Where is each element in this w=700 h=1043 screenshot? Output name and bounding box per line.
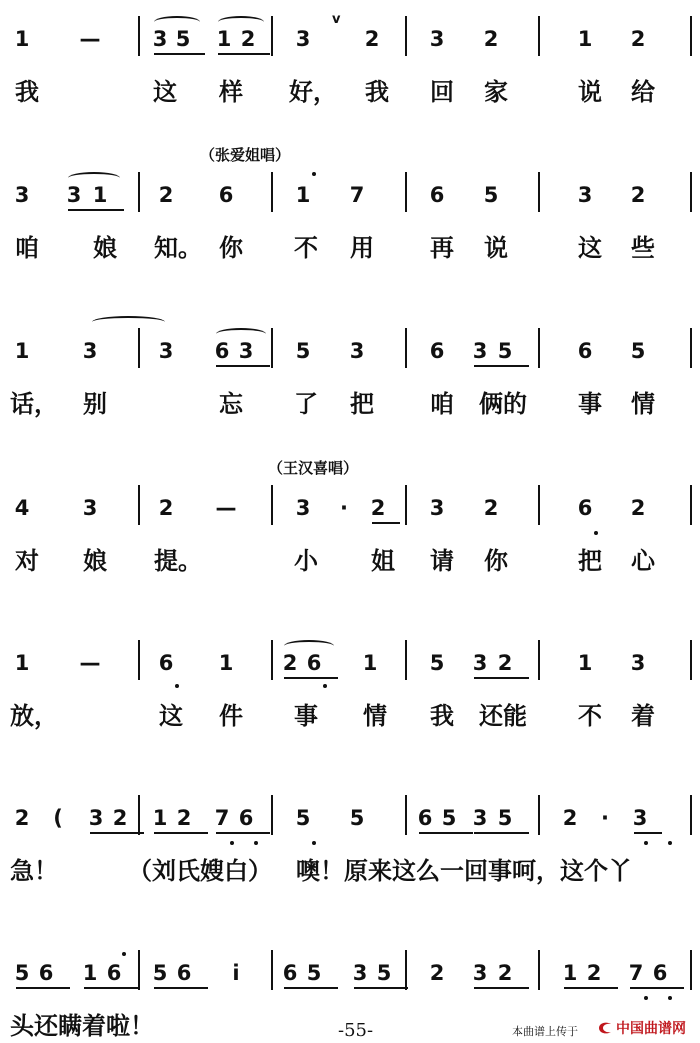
slur <box>68 172 120 184</box>
note: 1 <box>218 651 234 675</box>
note: ( <box>53 806 63 830</box>
barline <box>138 328 140 368</box>
lyric: 这 <box>578 234 602 262</box>
barline <box>271 640 273 680</box>
beam-underline <box>154 832 208 834</box>
note: 6 <box>214 339 230 363</box>
octave-dot <box>668 996 672 1000</box>
note: 5 <box>152 961 168 985</box>
lyric: 放， <box>10 702 58 730</box>
lyric: 情 <box>363 702 387 730</box>
note: 6 <box>158 651 174 675</box>
page-number: -55- <box>338 1020 374 1041</box>
lyric: 事 <box>294 702 318 730</box>
notation-line <box>0 795 700 835</box>
beam-underline <box>564 987 618 989</box>
note: 6 <box>176 961 192 985</box>
lyric: 心 <box>631 547 655 575</box>
barline <box>271 485 273 525</box>
note: 5 <box>295 806 311 830</box>
note: 2 <box>112 806 128 830</box>
lyric: 些 <box>631 234 655 262</box>
note: 2 <box>176 806 192 830</box>
barline <box>405 640 407 680</box>
barline <box>405 485 407 525</box>
note: 1 <box>152 806 168 830</box>
note: 3 <box>82 496 98 520</box>
lyric: 了 <box>294 390 318 418</box>
barline <box>690 795 692 835</box>
upload-source-text: 本曲谱上传于 <box>512 1025 578 1038</box>
notation-line <box>0 950 700 990</box>
note: 2 <box>364 27 380 51</box>
note: 3 <box>295 496 311 520</box>
note: 3 <box>14 183 30 207</box>
note: 3 <box>472 961 488 985</box>
breath-mark: v <box>332 12 341 27</box>
lyric: 别 <box>83 390 107 418</box>
note: 6 <box>38 961 54 985</box>
barline <box>405 795 407 835</box>
beam-underline <box>84 987 138 989</box>
lyric: 我 <box>15 78 39 106</box>
note: 1 <box>577 27 593 51</box>
lyric: 把 <box>578 547 602 575</box>
note: 5 <box>483 183 499 207</box>
note: 1 <box>14 339 30 363</box>
barline <box>405 328 407 368</box>
beam-underline <box>16 987 70 989</box>
slur <box>92 316 165 328</box>
barline <box>690 328 692 368</box>
lyric: 说 <box>578 78 602 106</box>
barline <box>138 950 140 990</box>
note: 6 <box>282 961 298 985</box>
beam-underline <box>154 53 205 55</box>
note: 3 <box>632 806 648 830</box>
barline <box>271 172 273 212</box>
barline <box>405 172 407 212</box>
note: 1 <box>577 651 593 675</box>
barline <box>690 172 692 212</box>
lyric: 噢！原来这么一回事呵，这个丫 <box>296 857 632 885</box>
lyric: 娘 <box>93 234 117 262</box>
notation-line <box>0 12 700 56</box>
barline <box>271 16 273 56</box>
note: 6 <box>577 339 593 363</box>
note: 1 <box>362 651 378 675</box>
lyric: 这 <box>159 702 183 730</box>
lyric: 你 <box>484 547 508 575</box>
note: 1 <box>14 651 30 675</box>
lyric: 着 <box>631 702 655 730</box>
barline <box>690 640 692 680</box>
lyric: 我 <box>430 702 454 730</box>
notation-line <box>0 328 700 368</box>
barline <box>690 950 692 990</box>
notation-line <box>0 172 700 212</box>
note: 2 <box>282 651 298 675</box>
note: 2 <box>483 496 499 520</box>
octave-dot <box>254 841 258 845</box>
beam-underline <box>474 677 529 679</box>
note: 5 <box>497 339 513 363</box>
lyric: 提。 <box>154 547 202 575</box>
barline <box>138 16 140 56</box>
barline <box>138 795 140 835</box>
barline <box>271 950 273 990</box>
octave-dot <box>594 531 598 535</box>
slur <box>218 16 264 28</box>
octave-dot <box>668 841 672 845</box>
beam-underline <box>68 209 124 211</box>
lyric: 请 <box>430 547 454 575</box>
lyric: 再 <box>430 234 454 262</box>
lyric: 我 <box>365 78 389 106</box>
note: 2 <box>158 496 174 520</box>
lyric: 这 <box>153 78 177 106</box>
lyric: 不 <box>294 234 318 262</box>
octave-dot <box>175 684 179 688</box>
brand-logo-icon <box>596 1020 614 1036</box>
octave-dot <box>230 841 234 845</box>
barline <box>538 795 540 835</box>
beam-underline <box>284 677 338 679</box>
lyric: 头还瞒着啦！ <box>10 1012 154 1040</box>
note: 3 <box>429 496 445 520</box>
beam-underline <box>372 522 400 524</box>
note: 3 <box>352 961 368 985</box>
note: 6 <box>417 806 433 830</box>
beam-underline <box>284 987 338 989</box>
note: 1 <box>82 961 98 985</box>
lyric: 用 <box>350 234 374 262</box>
lyric: 娘 <box>83 547 107 575</box>
lyric: 咱 <box>430 390 454 418</box>
note: 2 <box>586 961 602 985</box>
note: 6 <box>429 339 445 363</box>
lyric: 忘 <box>219 390 243 418</box>
brand-name[interactable]: 中国曲谱网 <box>616 1021 686 1037</box>
note: 2 <box>240 27 256 51</box>
note: — <box>79 27 101 51</box>
note: 6 <box>218 183 234 207</box>
note: 2 <box>562 806 578 830</box>
note: — <box>79 651 101 675</box>
note: 5 <box>441 806 457 830</box>
note: 3 <box>472 651 488 675</box>
beam-underline <box>474 365 529 367</box>
note: 7 <box>349 183 365 207</box>
barline <box>538 640 540 680</box>
note: 5 <box>306 961 322 985</box>
note: 6 <box>238 806 254 830</box>
note: 2 <box>429 961 445 985</box>
note: 5 <box>630 339 646 363</box>
lyric: 俩的 <box>479 390 527 418</box>
beam-underline <box>630 987 684 989</box>
note: 5 <box>497 806 513 830</box>
barline <box>271 328 273 368</box>
beam-underline <box>474 987 529 989</box>
lyric: 好， <box>289 78 337 106</box>
note: 2 <box>483 27 499 51</box>
lyric: 给 <box>631 78 655 106</box>
barline <box>690 485 692 525</box>
note: 3 <box>82 339 98 363</box>
note: i <box>232 961 240 985</box>
lyric: 情 <box>631 390 655 418</box>
beam-underline <box>154 987 208 989</box>
barline <box>138 172 140 212</box>
barline <box>271 795 273 835</box>
lyric: 知。 <box>154 234 202 262</box>
lyric: 话， <box>10 390 58 418</box>
note: 7 <box>628 961 644 985</box>
lyric: 姐 <box>371 547 395 575</box>
note: 6 <box>306 651 322 675</box>
note: 5 <box>349 806 365 830</box>
note: · <box>601 806 609 830</box>
barline <box>538 328 540 368</box>
lyric: 对 <box>15 547 39 575</box>
note: 2 <box>630 496 646 520</box>
slur <box>284 640 334 652</box>
note: 3 <box>88 806 104 830</box>
note: 1 <box>562 961 578 985</box>
note: 5 <box>429 651 445 675</box>
note: 3 <box>577 183 593 207</box>
note: 3 <box>349 339 365 363</box>
barline <box>138 640 140 680</box>
lyric: 你 <box>219 234 243 262</box>
barline <box>138 485 140 525</box>
octave-dot <box>323 684 327 688</box>
beam-underline <box>354 987 408 989</box>
beam-underline <box>90 832 144 834</box>
note: 6 <box>652 961 668 985</box>
lyric: （刘氏嫂白） <box>128 857 272 885</box>
note: 3 <box>238 339 254 363</box>
lyric: 家 <box>484 78 508 106</box>
note: 3 <box>152 27 168 51</box>
barline <box>405 950 407 990</box>
note: 6 <box>429 183 445 207</box>
lyric: 咱 <box>15 234 39 262</box>
note: 1 <box>14 27 30 51</box>
octave-dot <box>312 841 316 845</box>
octave-dot <box>312 172 316 176</box>
barline <box>538 485 540 525</box>
beam-underline <box>216 832 270 834</box>
note: 5 <box>175 27 191 51</box>
note: 2 <box>630 183 646 207</box>
lyric: 把 <box>350 390 374 418</box>
octave-dot <box>644 841 648 845</box>
notation-line <box>0 640 700 680</box>
note: 2 <box>158 183 174 207</box>
singer-label: （张爱姐唱） <box>200 146 291 164</box>
note: 5 <box>295 339 311 363</box>
note: 5 <box>14 961 30 985</box>
singer-label: （王汉喜唱） <box>268 459 359 477</box>
lyric: 急！ <box>10 857 58 885</box>
note: 4 <box>14 496 30 520</box>
note: 6 <box>577 496 593 520</box>
note: 3 <box>630 651 646 675</box>
barline <box>405 16 407 56</box>
note: 2 <box>14 806 30 830</box>
lyric: 事 <box>578 390 602 418</box>
note: 7 <box>214 806 230 830</box>
note: — <box>215 496 237 520</box>
note: 3 <box>472 806 488 830</box>
note: 2 <box>630 27 646 51</box>
beam-underline <box>419 832 473 834</box>
note: 1 <box>92 183 108 207</box>
lyric: 不 <box>578 702 602 730</box>
lyric: 件 <box>219 702 243 730</box>
barline <box>690 16 692 56</box>
beam-underline <box>634 832 662 834</box>
lyric: 说 <box>484 234 508 262</box>
note: 3 <box>429 27 445 51</box>
barline <box>538 172 540 212</box>
note: 2 <box>370 496 386 520</box>
slur <box>216 328 266 340</box>
note: 3 <box>472 339 488 363</box>
note: 3 <box>66 183 82 207</box>
barline <box>538 950 540 990</box>
beam-underline <box>474 832 529 834</box>
lyric: 回 <box>430 78 454 106</box>
lyric: 样 <box>219 78 243 106</box>
slur <box>154 16 200 28</box>
lyric: 还能 <box>479 702 527 730</box>
note: · <box>340 496 348 520</box>
note: 2 <box>497 961 513 985</box>
barline <box>538 16 540 56</box>
note: 3 <box>295 27 311 51</box>
beam-underline <box>216 365 270 367</box>
beam-underline <box>218 53 270 55</box>
lyric: 小 <box>294 547 318 575</box>
note: 3 <box>158 339 174 363</box>
octave-dot <box>122 952 126 956</box>
note: 6 <box>106 961 122 985</box>
octave-dot <box>644 996 648 1000</box>
note: 5 <box>376 961 392 985</box>
note: 2 <box>497 651 513 675</box>
note: 1 <box>295 183 311 207</box>
notation-line <box>0 485 700 525</box>
note: 1 <box>216 27 232 51</box>
